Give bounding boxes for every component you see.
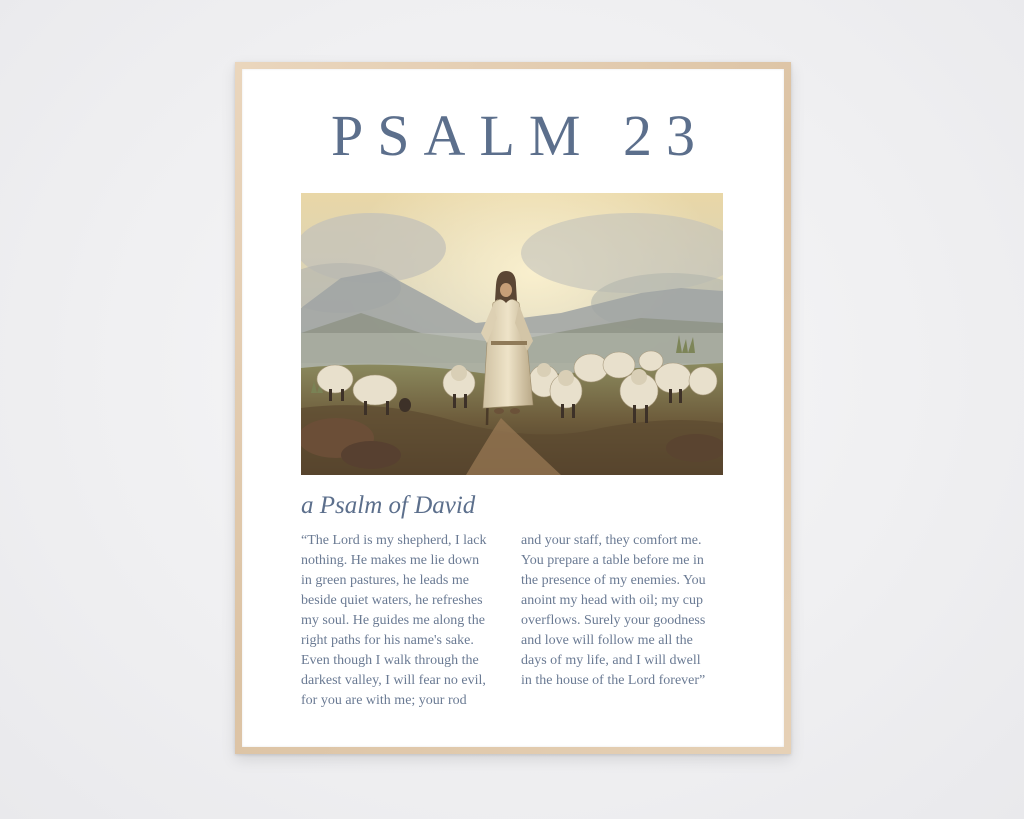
verse-column-right: and your staff, they comfort me. You prepare a table before me in the presence of my enemies. You anoint my head with oil; my cup overflows. Surely your goodness and love will follow me all the days of my life, and I will dwell in the house of the Lord forever”: [521, 533, 706, 688]
shepherd-painting-image: [301, 193, 723, 475]
picture-frame: [235, 62, 791, 754]
poster-title: PSALM 23: [331, 103, 709, 168]
shepherd-painting: [301, 193, 723, 475]
poster-subtitle: a Psalm of David: [301, 492, 476, 519]
verse-column-left: “The Lord is my shepherd, I lack nothing. He makes me lie down in green pastures, he leads me beside quiet waters, he refreshes my soul. He guides me along the right paths for his name's sake. Even though I walk through the darkest valley, I will fear no evil, for you are with me; your rod: [301, 533, 487, 708]
poster-paper: [242, 69, 784, 747]
